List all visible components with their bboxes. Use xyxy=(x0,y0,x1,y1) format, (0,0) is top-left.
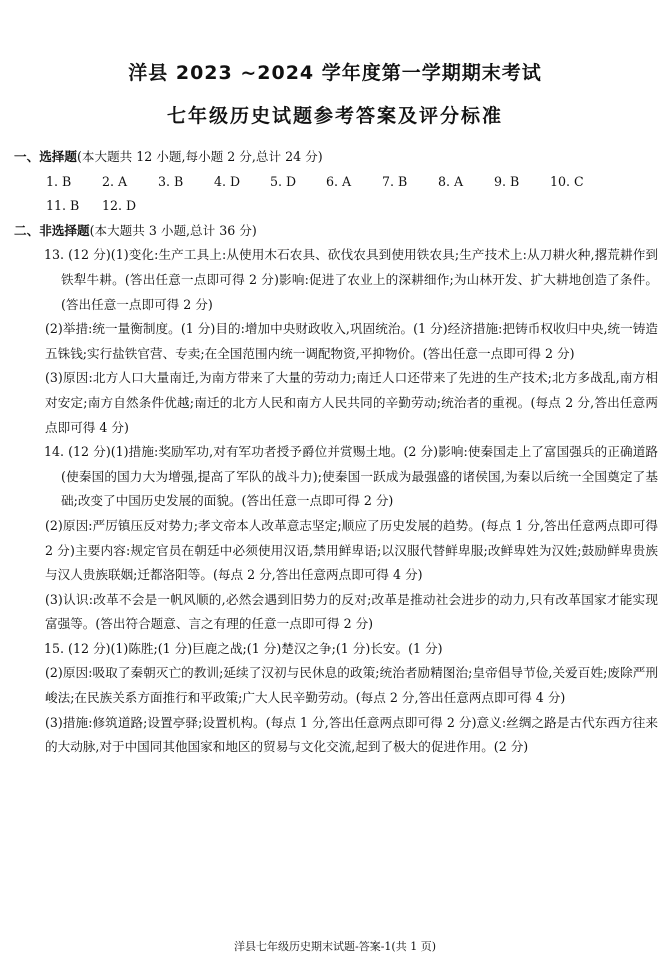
choice-answer: 12. D xyxy=(102,198,137,214)
choice-answer: 7. B xyxy=(382,173,408,189)
choice-answer: 6. A xyxy=(326,173,352,189)
choice-answers-row-2 xyxy=(46,194,658,219)
choice-answer: 11. B xyxy=(46,198,80,214)
exam-subtitle: 七年级历史试题参考答案及评分标准 xyxy=(166,105,503,127)
section-non-choice-note: (本大题共 3 小题,总计 36 分) xyxy=(89,222,257,238)
section-non-choice xyxy=(14,219,658,244)
section-choice xyxy=(14,145,658,170)
q15-part3: (3)措施:修筑道路;设置亭驿;设置机构。(每点 1 分,答出任意两点即可得 2 分)意义:丝绸之路是古代东西方往来的大动脉,对于中国同其他国家和地区的贸易与文化交流,起到了极大的促进作用。(2 分) xyxy=(45,714,658,755)
q15-part2: (2)原因:吸取了秦朝灭亡的教训;延续了汉初与民休息的政策;统治者励精图治;皇帝倡导节俭,关爱百姓;废除严刑峻法;在民族关系方面推行和平政策;广大人民辛勤劳动。(每点 2 分,答出任意两点即可得 4 分) xyxy=(45,665,658,706)
choice-answer: 10. C xyxy=(550,173,584,189)
section-choice-heading: 一、选择题 xyxy=(14,149,77,164)
section-non-choice-heading: 二、非选择题 xyxy=(14,222,90,238)
q13-part3: (3)原因:北方人口大量南迁,为南方带来了大量的劳动力;南迁人口还带来了先进的生产技术;北方多战乱,南方相对安定;南方自然条件优越;南迁的北方人民和南方人民共同的辛勤劳动;统治者的重视。(每点 2 分,答出任意两点即可得 4 分) xyxy=(45,370,658,435)
exam-title: 洋县 2023 ~2024 学年度第一学期期末考试 xyxy=(128,62,542,84)
page-footer: 洋县七年级历史期末试题-答案-1(共 1 页) xyxy=(233,940,436,953)
q14-part1: 14. (12 分)(1)措施:奖励军功,对有军功者授予爵位并赏赐土地。(2 分)影响:使秦国走上了富国强兵的正确道路(使秦国的国力大为增强,提高了军队的战斗力);使秦国一跃成为最强盛的诸侯国,为秦以后统一全国奠定了基础;改变了中国历史发展的面貌。(答出任意一点即可得 2 分) xyxy=(44,444,658,509)
section-choice-note: (本大题共 12 小题,每小题 2 分,总计 24 分) xyxy=(76,149,323,164)
q13-part2: (2)举措:统一量衡制度。(1 分)目的:增加中央财政收入,巩固统治。(1 分)经济措施:把铸币权收归中央,统一铸造五铢钱;实行盐铁官营、专卖;在全国范围内统一调配物资,平抑物价。(答出任意一点即可得 2 分) xyxy=(45,321,658,361)
choice-answer: 4. D xyxy=(214,173,241,189)
choice-answer: 1. B xyxy=(46,173,72,189)
choice-answer: 8. A xyxy=(438,173,464,189)
choice-answer: 5. D xyxy=(270,173,297,189)
answer-body xyxy=(14,145,658,760)
q14-part2: (2)原因:严厉镇压反对势力;孝文帝本人改革意志坚定;顺应了历史发展的趋势。(每点 1 分,答出任意两点即可得 2 分)主要内容:规定官员在朝廷中必须使用汉语,禁用鲜卑语;以汉服代替鲜卑服;改鲜卑姓为汉姓;鼓励鲜卑贵族与汉人贵族联姻;迁都洛阳等。(每点 2 分,答出任意两点即可得 4 分) xyxy=(45,517,658,583)
choice-answer: 2. A xyxy=(102,173,128,189)
choice-answer: 9. B xyxy=(494,173,520,189)
choice-answer: 3. B xyxy=(158,173,184,189)
q14-part3: (3)认识:改革不会是一帆风顺的,必然会遇到旧势力的反对;改革是推动社会进步的动力,只有改革国家才能实现富强等。(答出符合题意、言之有理的任意一点即可得 2 分) xyxy=(45,591,658,632)
q15-part1: 15. (12 分)(1)陈胜;(1 分)巨鹿之战;(1 分)楚汉之争;(1 分)长安。(1 分) xyxy=(44,640,443,656)
q13-part1: 13. (12 分)(1)变化:生产工具上:从使用木石农具、砍伐农具到使用铁农具;生产技术上:从刀耕火种,撂荒耕作到铁犁牛耕。(答出任意一点即可得 2 分)影响:促进了农业上的深耕细作;为山林开发、扩大耕地创造了条件。(答出任意一点即可得 2 分) xyxy=(44,247,658,312)
choice-answers-row-1 xyxy=(46,170,658,195)
